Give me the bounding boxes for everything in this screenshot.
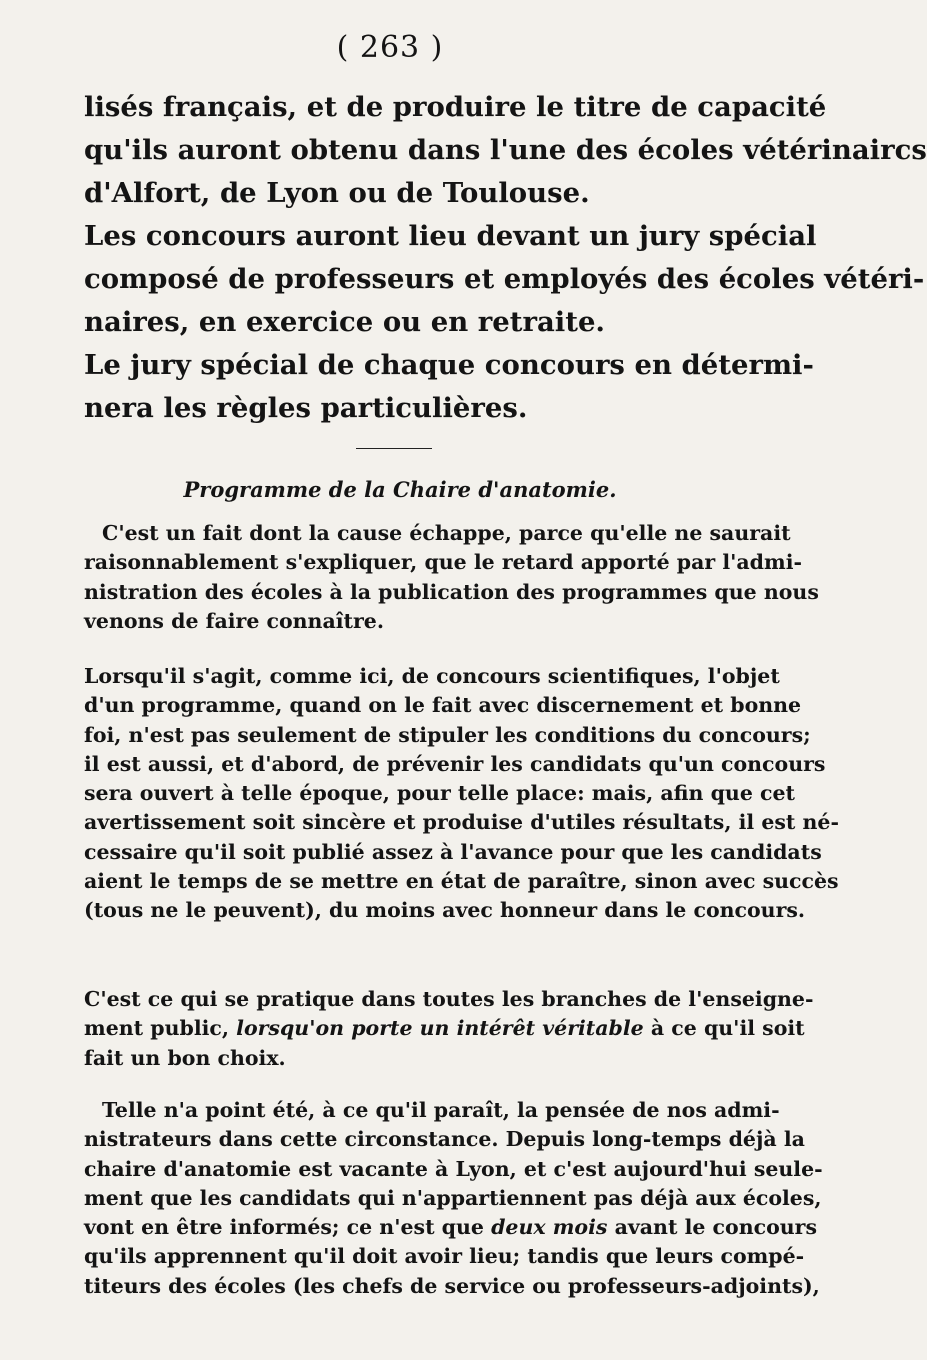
text-line: Le jury spécial de chaque concours en détermi-	[84, 349, 814, 381]
section-heading: Programme de la Chaire d'anatomie.	[183, 477, 617, 502]
italic-emphasis: lorsqu'on porte un intérêt véritable	[236, 1016, 644, 1041]
text-line: il est aussi, et d'abord, de prévenir les candidats qu'un concours	[84, 751, 826, 776]
paragraph-eligibility	[84, 86, 927, 215]
text-line: lisés français, et de produire le titre de capacité	[84, 91, 827, 123]
text-line: d'Alfort, de Lyon ou de Toulouse.	[84, 177, 590, 209]
text-line: chaire d'anatomie est vacante à Lyon, et c'est aujourd'hui seule-	[84, 1156, 823, 1181]
text-line: d'un programme, quand on le fait avec discernement et bonne	[84, 693, 802, 718]
text-line: Les concours auront lieu devant un jury spécial	[84, 220, 817, 252]
text-span: à ce qu'il soit	[650, 1016, 805, 1041]
text-line: fait un bon choix.	[84, 1045, 286, 1070]
text-line: avertissement soit sincère et produise d'utiles résultats, il est né-	[84, 810, 839, 835]
page-number: ( 263 )	[336, 30, 444, 65]
text-line: titeurs des écoles (les chefs de service ou professeurs-adjoints),	[84, 1273, 820, 1298]
text-line: naires, en exercice ou en retraite.	[84, 306, 606, 338]
paragraph-administrators	[84, 1096, 823, 1301]
text-line: ment que les candidats qui n'appartiennent pas déjà aux écoles,	[84, 1185, 822, 1210]
text-line: venons de faire connaître.	[84, 608, 384, 633]
text-line: raisonnablement s'expliquer, que le retard apporté par l'admi-	[84, 550, 802, 575]
paragraph-public-teaching	[84, 985, 814, 1073]
text-line: composé de professeurs et employés des écoles vétéri-	[84, 263, 925, 295]
text-line: C'est ce qui se pratique dans toutes les branches de l'enseigne-	[84, 987, 814, 1011]
text-span: avant le concours	[614, 1215, 817, 1240]
text-line: (tous ne le peuvent), du moins avec honneur dans le concours.	[84, 898, 806, 923]
text-span: vont en être informés; ce n'est que	[84, 1215, 484, 1240]
text-line: nistration des écoles à la publication des programmes que nous	[84, 579, 819, 604]
text-line: sera ouvert à telle époque, pour telle place: mais, afin que cet	[84, 781, 796, 806]
section-divider	[356, 448, 432, 449]
text-line: qu'ils auront obtenu dans l'une des écoles vétérinaircs	[84, 134, 927, 166]
paragraph-program-purpose	[84, 662, 839, 926]
paragraph-rules	[84, 344, 814, 430]
text-line: nistrateurs dans cette circonstance. Depuis long-temps déjà la	[84, 1127, 805, 1152]
text-line: nera les règles particulières.	[84, 392, 528, 424]
text-line: aient le temps de se mettre en état de paraître, sinon avec succès	[84, 869, 839, 894]
text-span: ment public,	[84, 1016, 230, 1041]
italic-emphasis: deux mois	[491, 1215, 608, 1240]
text-line: Telle n'a point été, à ce qu'il paraît, la pensée de nos admi-	[102, 1098, 780, 1122]
paragraph-delay	[84, 519, 819, 636]
text-line	[84, 1213, 817, 1242]
text-line: foi, n'est pas seulement de stipuler les conditions du concours;	[84, 722, 811, 747]
text-line: C'est un fait dont la cause échappe, parce qu'elle ne saurait	[102, 521, 791, 545]
paragraph-jury	[84, 215, 925, 344]
text-line: cessaire qu'il soit publié assez à l'avance pour que les candidats	[84, 839, 822, 864]
text-line: qu'ils apprennent qu'il doit avoir lieu; tandis que leurs compé-	[84, 1244, 805, 1269]
text-line	[84, 1014, 805, 1043]
text-line: Lorsqu'il s'agit, comme ici, de concours scientifiques, l'objet	[84, 664, 780, 688]
